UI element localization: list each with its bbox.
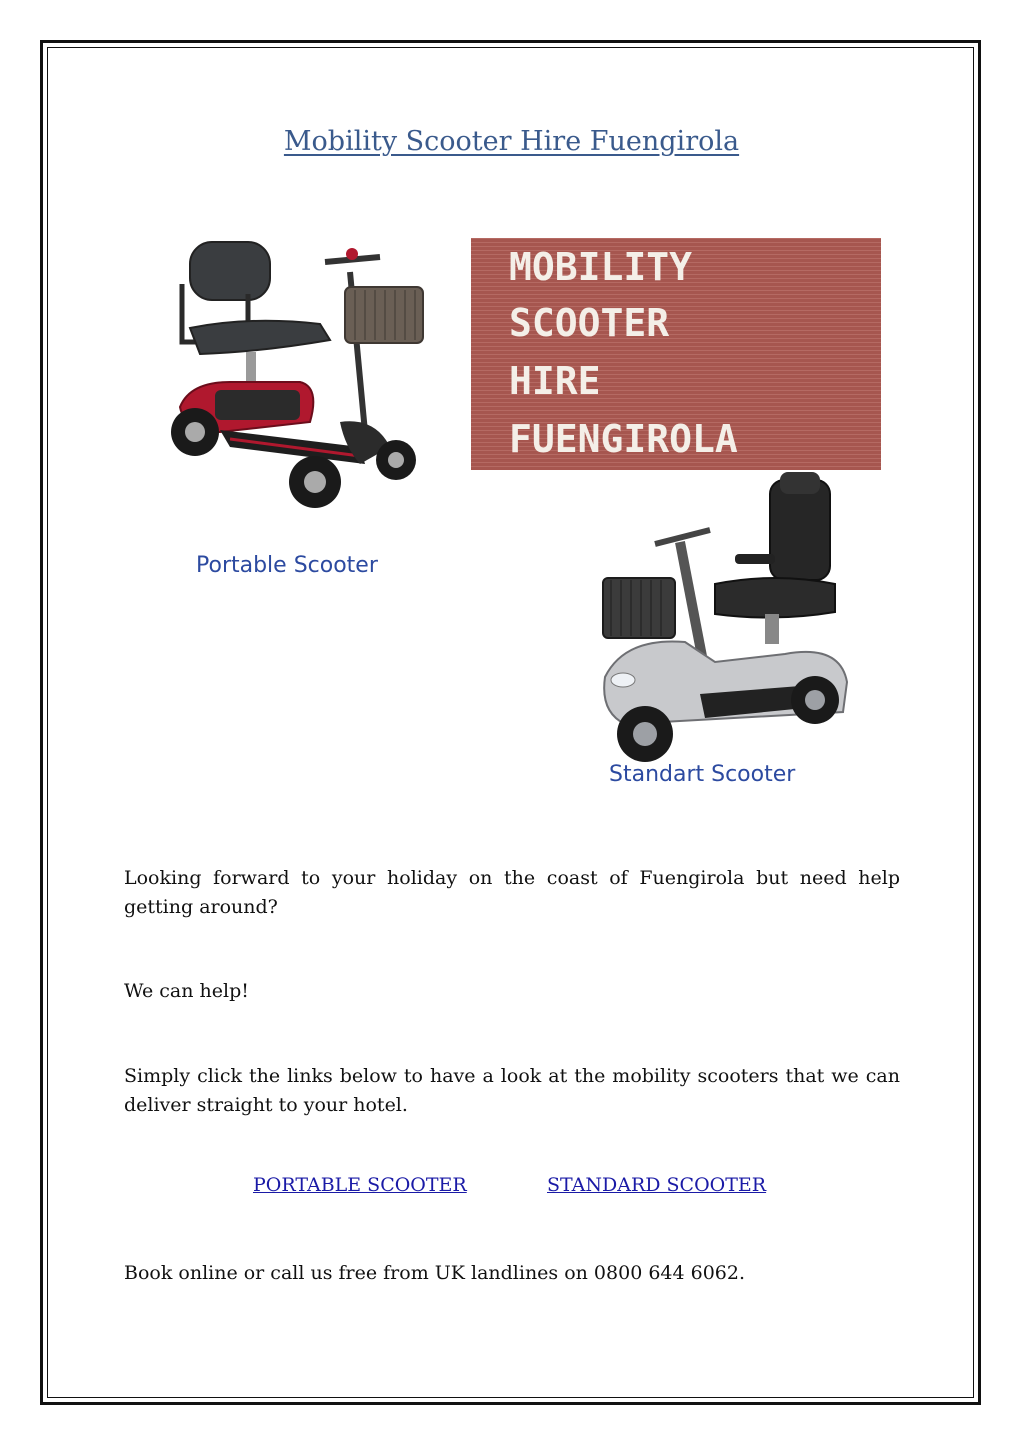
standard-scooter-image (585, 472, 875, 802)
page-title: Mobility Scooter Hire Fuengirola (283, 126, 740, 157)
intro-paragraph: Looking forward to your holiday on the coast of Fuengirola but need help getting around? (124, 867, 900, 918)
banner-line-3: HIRE (509, 359, 601, 403)
mobility-scooter-hire-banner (471, 238, 881, 470)
links-intro-paragraph: Simply click the links below to have a look at the mobility scooters that we can deliver straight to your hotel. (124, 1065, 900, 1116)
portable-scooter-image (160, 232, 446, 592)
standard-scooter-caption: Standart Scooter (609, 762, 796, 787)
portable-scooter-caption: Portable Scooter (196, 553, 378, 578)
booking-paragraph: Book online or call us free from UK landlines on 0800 644 6062. (124, 1262, 746, 1284)
banner-line-1: MOBILITY (509, 245, 693, 289)
portable-scooter-link[interactable]: PORTABLE SCOOTER (253, 1174, 467, 1196)
banner-line-4: FUENGIROLA (509, 417, 738, 461)
standard-scooter-link[interactable]: STANDARD SCOOTER (547, 1174, 767, 1196)
banner-line-2: SCOOTER (509, 301, 670, 345)
help-paragraph: We can help! (124, 980, 249, 1002)
